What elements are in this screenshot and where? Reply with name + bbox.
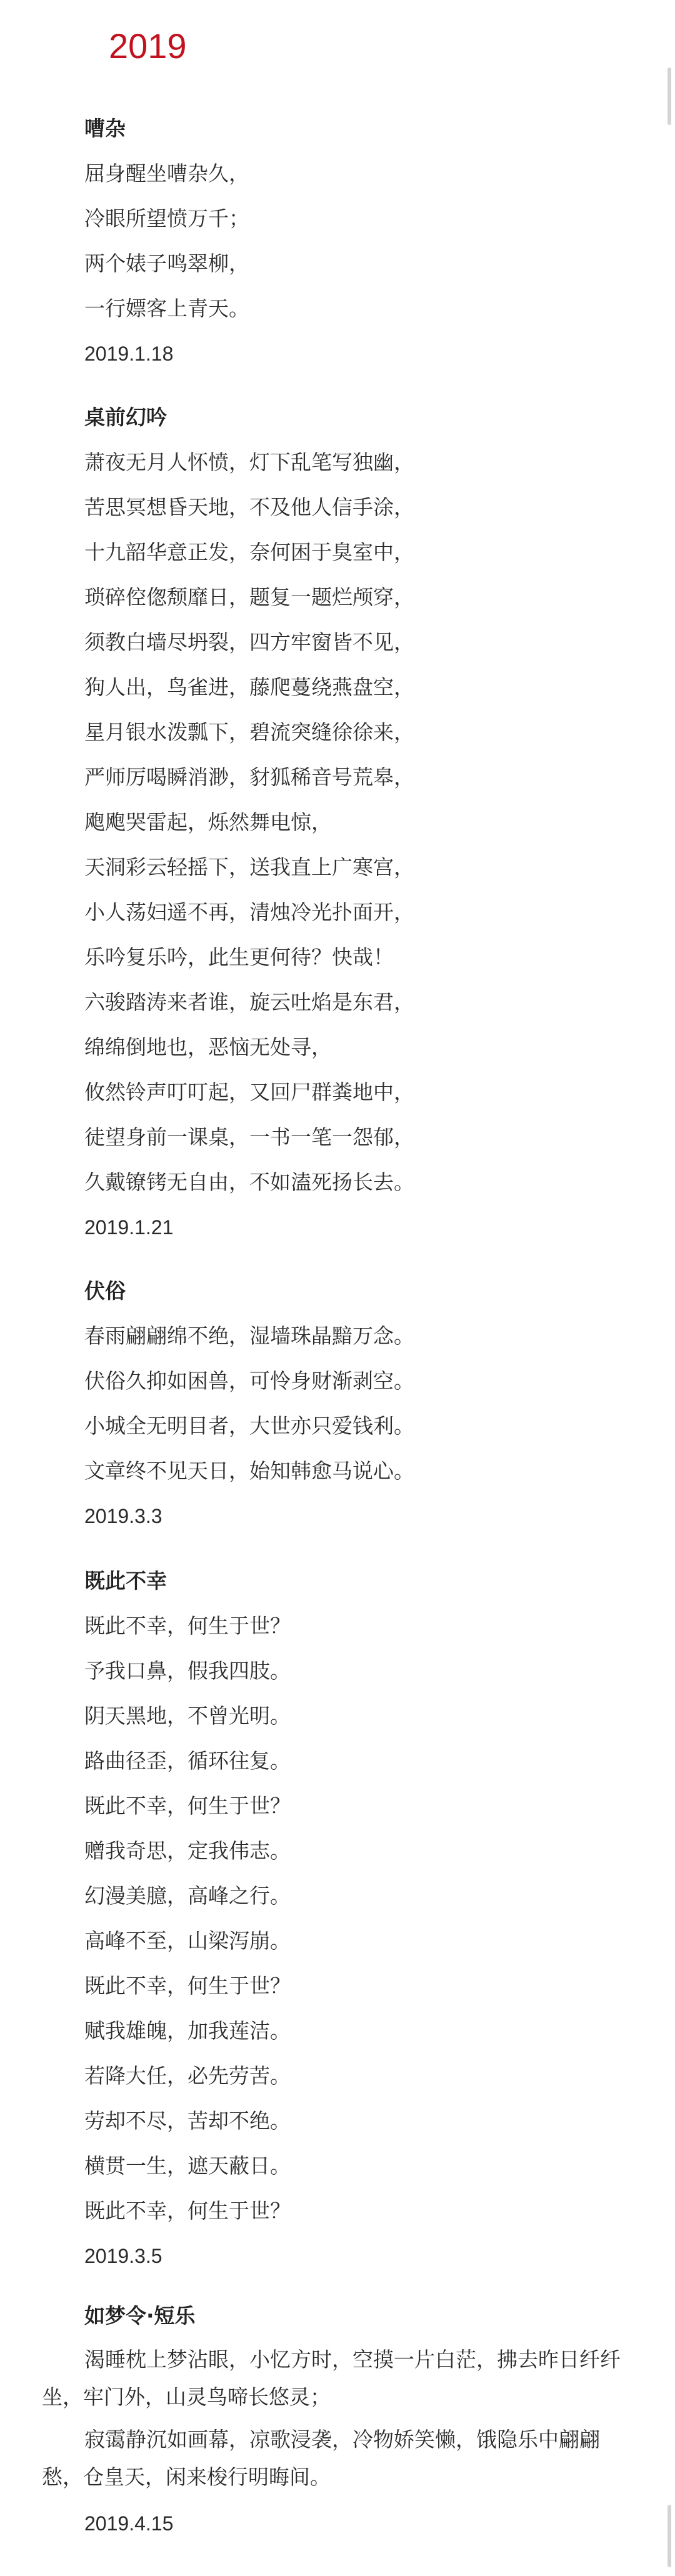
- poem-line: 阴天黑地，不曾光明。: [84, 1704, 291, 1728]
- poem-title: 嘈杂: [84, 116, 126, 141]
- poem-line: 久戴镣铐无自由，不如溘死扬长去。: [84, 1170, 414, 1194]
- poem-line: 徒望身前一课桌，一书一笔一怨郁，: [84, 1125, 414, 1149]
- poem-line: 春雨翩翩绵不绝，湿墙珠晶黯万念。: [84, 1324, 414, 1348]
- poem-line: 予我口鼻，假我四肢。: [84, 1659, 291, 1683]
- scrollbar[interactable]: [666, 0, 675, 2576]
- poem-date: 2019.3.5: [84, 2245, 162, 2267]
- poem-section: [84, 106, 647, 376]
- poem-line: 须教白墙尽坍裂，四方牢窗皆不见，: [84, 630, 414, 654]
- poem-line: 攸然铃声叮叮起，又回尸群粪地中，: [84, 1080, 414, 1104]
- poem-line: 高峰不至，山梁泻崩。: [84, 1929, 291, 1953]
- poem-line: 若降大任，必先劳苦。: [84, 2064, 291, 2088]
- poem-line: 既此不幸，何生于世？: [84, 2199, 291, 2223]
- poem-line: 六骏踏涛来者谁，旋云吐焰是东君，: [84, 990, 414, 1014]
- poem-line: 文章终不见天日，始知韩愈马说心。: [84, 1459, 414, 1483]
- poem-line: 飑飑哭雷起，烁然舞电惊，: [84, 810, 332, 834]
- poem-section: [84, 395, 647, 1250]
- poem-section: [42, 2294, 647, 2546]
- poem-line: 狗人出，鸟雀进，藤爬蔓绕燕盘空，: [84, 675, 414, 699]
- poem-line: 既此不幸，何生于世？: [84, 1614, 291, 1638]
- poem-line: 严师厉喝瞬消渺，豺狐稀音号荒皋，: [84, 765, 414, 789]
- poem-date: 2019.4.15: [84, 2512, 174, 2535]
- poem-line: 幻漫美臆，高峰之行。: [84, 1884, 291, 1908]
- poem-line: 一行嫖客上青天。: [84, 296, 249, 321]
- scrollbar-thumb-lower[interactable]: [668, 2505, 671, 2567]
- poem-line: 横贯一生，遮天蔽日。: [84, 2154, 291, 2178]
- poem-line: 屈身醒坐嘈杂久，: [84, 161, 249, 186]
- poem-line: 劳却不尽，苦却不绝。: [84, 2109, 291, 2133]
- poem-line: 乐吟复乐吟，此生更何待？快哉！: [84, 945, 394, 969]
- poem-line: 小城全无明目者，大世亦只爱钱利。: [84, 1414, 414, 1438]
- poem-paragraph: 渴睡枕上梦沾眼，小忆方时，空摸一片白茫，拂去昨日纤纤坐，牢门外，山灵鸟啼长悠灵；: [42, 2347, 621, 2409]
- poem-line: 路曲径歪，循环往复。: [84, 1749, 291, 1773]
- poem-line: 琐碎倥偬颓靡日，题复一题烂颅穿，: [84, 585, 414, 609]
- poem-line: 赋我雄魄，加我莲洁。: [84, 2019, 291, 2043]
- poem-date: 2019.1.18: [84, 342, 174, 365]
- poem-line: 既此不幸，何生于世？: [84, 1974, 291, 1998]
- poem-line: 两个婊子鸣翠柳，: [84, 251, 249, 276]
- poem-paragraph: 寂霭静沉如画幕，凉歌浸袭，冷物娇笑懒，饿隐乐中翩翩愁，仓皇天，闲来梭行明晦间。: [42, 2427, 600, 2489]
- poem-line: 苦思冥想昏天地，不及他人信手涂，: [84, 495, 414, 519]
- poem-line: 十九韶华意正发，奈何困于臭室中，: [84, 540, 414, 564]
- poem-line: 伏俗久抑如困兽，可怜身财渐剥空。: [84, 1369, 414, 1393]
- poem-title: 伏俗: [84, 1279, 126, 1303]
- poem-line: 冷眼所望愤万千；: [84, 206, 249, 231]
- poem-title: 桌前幻吟: [84, 405, 167, 429]
- poem-date: 2019.3.3: [84, 1505, 162, 1527]
- poem-line: 天洞彩云轻摇下，送我直上广寒宫，: [84, 855, 414, 879]
- poem-date: 2019.1.21: [84, 1216, 174, 1239]
- poem-section: [84, 1269, 647, 1539]
- poem-line: 绵绵倒地也，恶恼无处寻，: [84, 1035, 332, 1059]
- poem-line: 既此不幸，何生于世？: [84, 1794, 291, 1818]
- scrollbar-thumb[interactable]: [668, 67, 671, 125]
- poem-title: 既此不幸: [84, 1569, 167, 1593]
- poem-line: 萧夜无月人怀愤，灯下乱笔写独幽，: [84, 450, 414, 474]
- poem-line: 赠我奇思，定我伟志。: [84, 1839, 291, 1863]
- poem-title: 如梦令·短乐: [84, 2304, 196, 2328]
- poem-section: [84, 1559, 647, 2279]
- poem-line: 小人荡妇遥不再，清烛冷光扑面开，: [84, 900, 414, 924]
- poem-line: 星月银水泼瓢下，碧流突缝徐徐来，: [84, 720, 414, 744]
- year-heading: 2019: [109, 26, 187, 66]
